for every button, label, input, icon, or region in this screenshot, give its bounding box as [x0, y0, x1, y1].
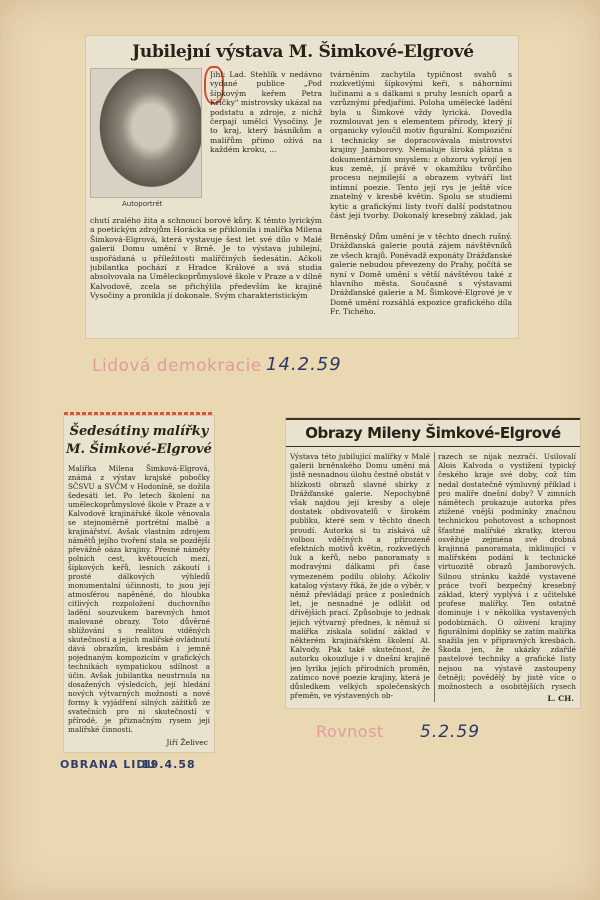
title-rule-top [286, 418, 580, 420]
source-stamp-lidova-demokracie: Lidová demokracie [92, 356, 262, 376]
clipping-obrana-lidu [64, 416, 214, 752]
article-title-line-2: M. Šimkové-Elgrové [66, 442, 212, 457]
article-title-line-1: Šedesátiny malířky [69, 424, 209, 439]
article-body: Malířka Milena Šimková-Elgrová, známá z výstav krajské pobočky SČSVU a SVČM v Hodoníně, se dožila šedesáti let. Po letech školení na uměleckoprůmyslové škole v Praze a v Kalvodově krajinářské škole věnovala se stejnoměrně portrétní malbě a krajinářství. Avšak vlastním zdrojem námětů jejího tvoření stala se pozdější převážně oáza krajiny. Přesné náměty polních cest, květoucích mezí, šípkových keřů, lesních zákoutí i prosté dálkových výhledů monumentalní účinnosti, to jsou její atmosférou napěněné, do hloubka citlivých rozpoložení duchovního ladění souzvukem barevných hmot malované obrazy. Toto důvěrné sblížování s realitou viděných skutečností a jejich malířské ovládnutí dává obrazům, kresbám i jemně pojednaným kompozicím v grafických technikách sympatickou sdílnost a účin. Avšak jubilantka neustrnula na dosažených výsledcích, její hledání nových výtvarných možností a nové formy k vyjádření silných zážitků ze svatečních pro ni skutečností v přírodě, je přiznačným rysem její malířské činnosti. [68, 464, 210, 734]
handwritten-date-1: 14.2.59 [266, 354, 342, 375]
article-column-2: tvárněním zachytila typičnost svahů s rozkvetlými šípkovými keři, s náhorními lučinami a s dálkami s pruhy lesních oparů a vzrůznými předjařími. Poloha umělecké ladění byla u Šimkové vždy lyrická. Dovedla rozmlouvat jen s elementem přírody, který jí organicky vyloučil motiv figurální. Kompoziční i technicky se dopracovávala mistrovství krajiny Jamborovy. Nemaluje široká plátna s dokumentárním smyslem: z obzoru vykrojí jen kus země, jí právě v okamžiku tvůrčího procesu nejmilejší a obrazem vytváří list intimní poezie. Tento její rys je ještě více znatelný v kresbě květin. Spolu se studiemi kytic a grafickými listy tvoří další podstatnou část její tvorby. Dokonalý kresebný základ, jak [330, 70, 512, 220]
article-signature: Jiří Želivec [166, 738, 208, 747]
title-rule-bottom [286, 446, 580, 447]
article-column-1-lead: Jihl: Lad. Stehlík v nedávno vydané publice „Pod šípkovým keřem Petra Křičky" mistrovsky ukázal na podstatu a zdroje, z nichž čerpají umělci Vysočiny. Je to kraj, který básníkům a malířům přímo ožívá na každém kroku, ... [210, 70, 322, 155]
handwritten-date-2: 19.4.58 [142, 758, 196, 771]
article-column-1-body: chutí zralého žita a schnoucí borové kůry. K těmto lyrickým a poetickým zdrojům Horácka se přiklonila i malířka Milena Šimková-Elgrová, která vystavuje šest let své dílo v Malé galerii Domu umění v Brně. Je to výstava jubilejní, uspořádaná u příležitosti malířčiných šedesátin. Ačkoli jubilantka pochází z Hradce Králové a svá studia absolvovala na Uměleckoprůmyslové škole v Praze a v dílně Kalvodově, zcela se přichýlila především ke krajině Vysočiny a pronikla jí dokonale. Svým charakteristickým [90, 216, 322, 301]
article-column-1: Výstava této jubilující malířky v Malé galerii brněnského Domu umění má jistě nesnadnou úlohu čestně obstát v blízkosti obrazů slavné sbírky z Drážďanské galerie. Nepochybně však najdou její kresby a oleje dostatek obdivovatelů v širokém publiku, které sem v těchto dnech proudí. Autorka si tu získává už volbou vděčných a přirozeně efektních motivů květin, rozkvetlých luk a keřů, nebo panoramaty s modravými dálkami při čase vymezeném podílu oblohy. Ačkoliv katalog výstavy říká, že jde o výběr, v němž převládají práce z posledních let, je nesnadné je odlišit od dřívějších prací. Způsobuje to jednak jejich výtvarný přednes, k němuž si malířka získala solidní základ v některém krajinářském školení Al. Kalvody. Pak také skutečnost, že autorku okouzluje i v dnešní krajině jen lyrika jejích přírodních proměn, zatímco nové poezie krajiny, která je důsledkem velkých společenských přeměn, ve výstavených ob- [290, 452, 430, 701]
article-author: L. CH. [547, 694, 574, 703]
source-note-obrana-lidu: OBRANA LIDU [60, 758, 157, 771]
source-stamp-rovnost: Rovnost [316, 722, 384, 741]
article-column-2-end: Brněnský Dům umění je v těchto dnech rušný. Drážďanská galerie poutá zájem návštěvníků ze všech krajů. Poněvadž exponáty Drážďanské galerie nebudou převezeny do Prahy, počítá se nyní v Domě umění s větší návštěvou také z hlavního města. Současně s výstavami Drážďanské galerie a M. Šimkové-Elgrové je v Domě umění rozsáhlá expozice grafického díla Fr. Tichého. [330, 232, 512, 317]
handwritten-date-3: 5.2.59 [420, 722, 481, 742]
clipping-rovnost [286, 418, 580, 708]
article-title: Jubilejní výstava M. Šimkové-Elgrové [132, 42, 474, 62]
ornament-top [64, 412, 214, 415]
article-column-2: razech se nijak nezračí. Usilovalí Alois Kalvoda o vystižení typický českého kraje své doby, což tím nedal dostatečně výmluvný příklad i pro malíře dnešní doby? V zimních námětech prokazuje autorka přes ztížené vnější podmínky značnou technickou pohotovost a schopnost šťastné malířské zkratky, kterou osvěžuje zejména své drobná krajinná panoramata, inklinující v malířském podání k technické virtuozitě obrazů Jamborových. Silnou stránku každé vystavené práce tvoří bezpečný kresebný základ, který vyplývá i z učitelské profese malířky. Ten ostatně dominuje i v několika vystavených podobiznách. O oživení krajiny figurálními doplňky se zatím malířka snažila jen v přípravných kresbách. Škoda jen, že ukázky zdařilé pastelové techniky a grafické listy nejsou na výstavě zastoupeny četněji; povědělý by jistě více o možnostech a osobitějších rysech [438, 452, 576, 692]
photo-caption: Autoportrét [122, 200, 163, 208]
column-divider [434, 452, 435, 702]
article-title: Obrazy Mileny Šimkové-Elgrové [305, 424, 561, 442]
author-portrait-photo [90, 68, 202, 198]
clipping-lidova-demokracie [86, 36, 518, 338]
